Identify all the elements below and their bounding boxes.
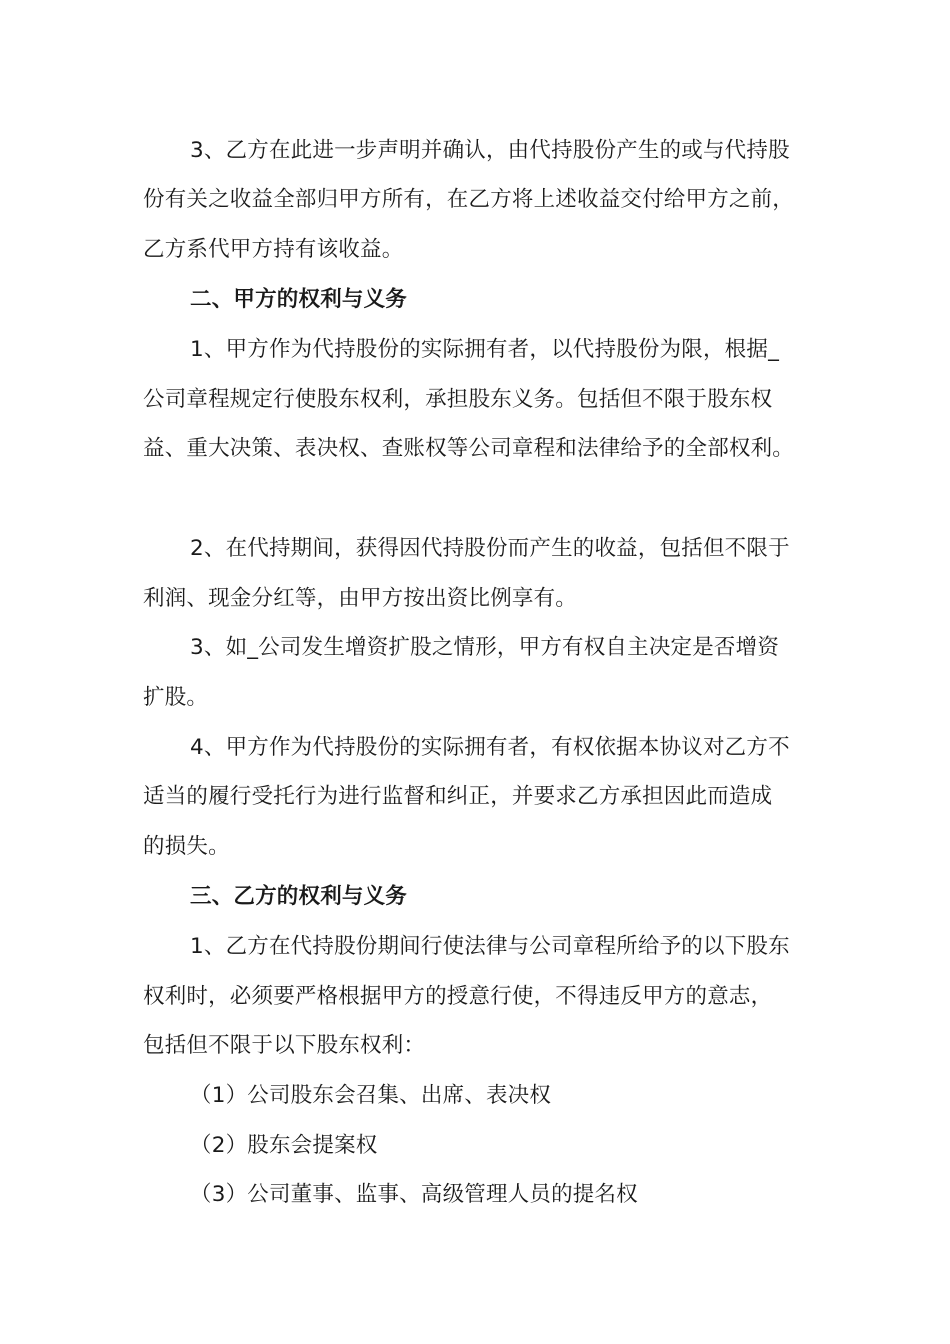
section-2-item-3-line-2: 扩股。	[143, 685, 209, 710]
section-heading-2: 二、甲方的权利与义务	[190, 287, 408, 312]
section-2-item-4-line-2: 适当的履行受托行为进行监督和纠正，并要求乙方承担因此而造成	[143, 784, 773, 809]
section-2-item-3-line-1: 3、如_公司发生增资扩股之情形，甲方有权自主决定是否增资	[190, 635, 780, 660]
section-2-item-4-line-1: 4、甲方作为代持股份的实际拥有者，有权依据本协议对乙方不	[190, 735, 790, 760]
sub-item-1: （1）公司股东会召集、出席、表决权	[190, 1083, 552, 1108]
para-3-line-3: 乙方系代甲方持有该收益。	[143, 237, 404, 262]
section-heading-3: 三、乙方的权利与义务	[190, 884, 408, 909]
section-3-item-1-line-1: 1、乙方在代持股份期间行使法律与公司章程所给予的以下股东	[190, 934, 790, 959]
sub-item-3: （3）公司董事、监事、高级管理人员的提名权	[190, 1182, 638, 1207]
section-3-item-1-line-2: 权利时，必须要严格根据甲方的授意行使，不得违反甲方的意志，	[143, 984, 773, 1009]
section-2-item-2-line-2: 利润、现金分红等，由甲方按出资比例享有。	[143, 586, 578, 611]
para-3-line-2: 份有关之收益全部归甲方所有，在乙方将上述收益交付给甲方之前，	[143, 187, 795, 212]
section-2-item-4-line-3: 的损失。	[143, 834, 230, 859]
para-3-line-1: 3、乙方在此进一步声明并确认，由代持股份产生的或与代持股	[190, 138, 790, 163]
section-2-item-1-line-2: 公司章程规定行使股东权利，承担股东义务。包括但不限于股东权	[143, 387, 773, 412]
section-3-item-1-line-3: 包括但不限于以下股东权利：	[143, 1033, 426, 1058]
section-2-item-1-line-1: 1、甲方作为代持股份的实际拥有者，以代持股份为限，根据_	[190, 337, 780, 362]
section-2-item-1-line-3: 益、重大决策、表决权、查账权等公司章程和法律给予的全部权利。	[143, 436, 795, 461]
sub-item-2: （2）股东会提案权	[190, 1133, 378, 1158]
section-2-item-2-line-1: 2、在代持期间，获得因代持股份而产生的收益，包括但不限于	[190, 536, 790, 561]
